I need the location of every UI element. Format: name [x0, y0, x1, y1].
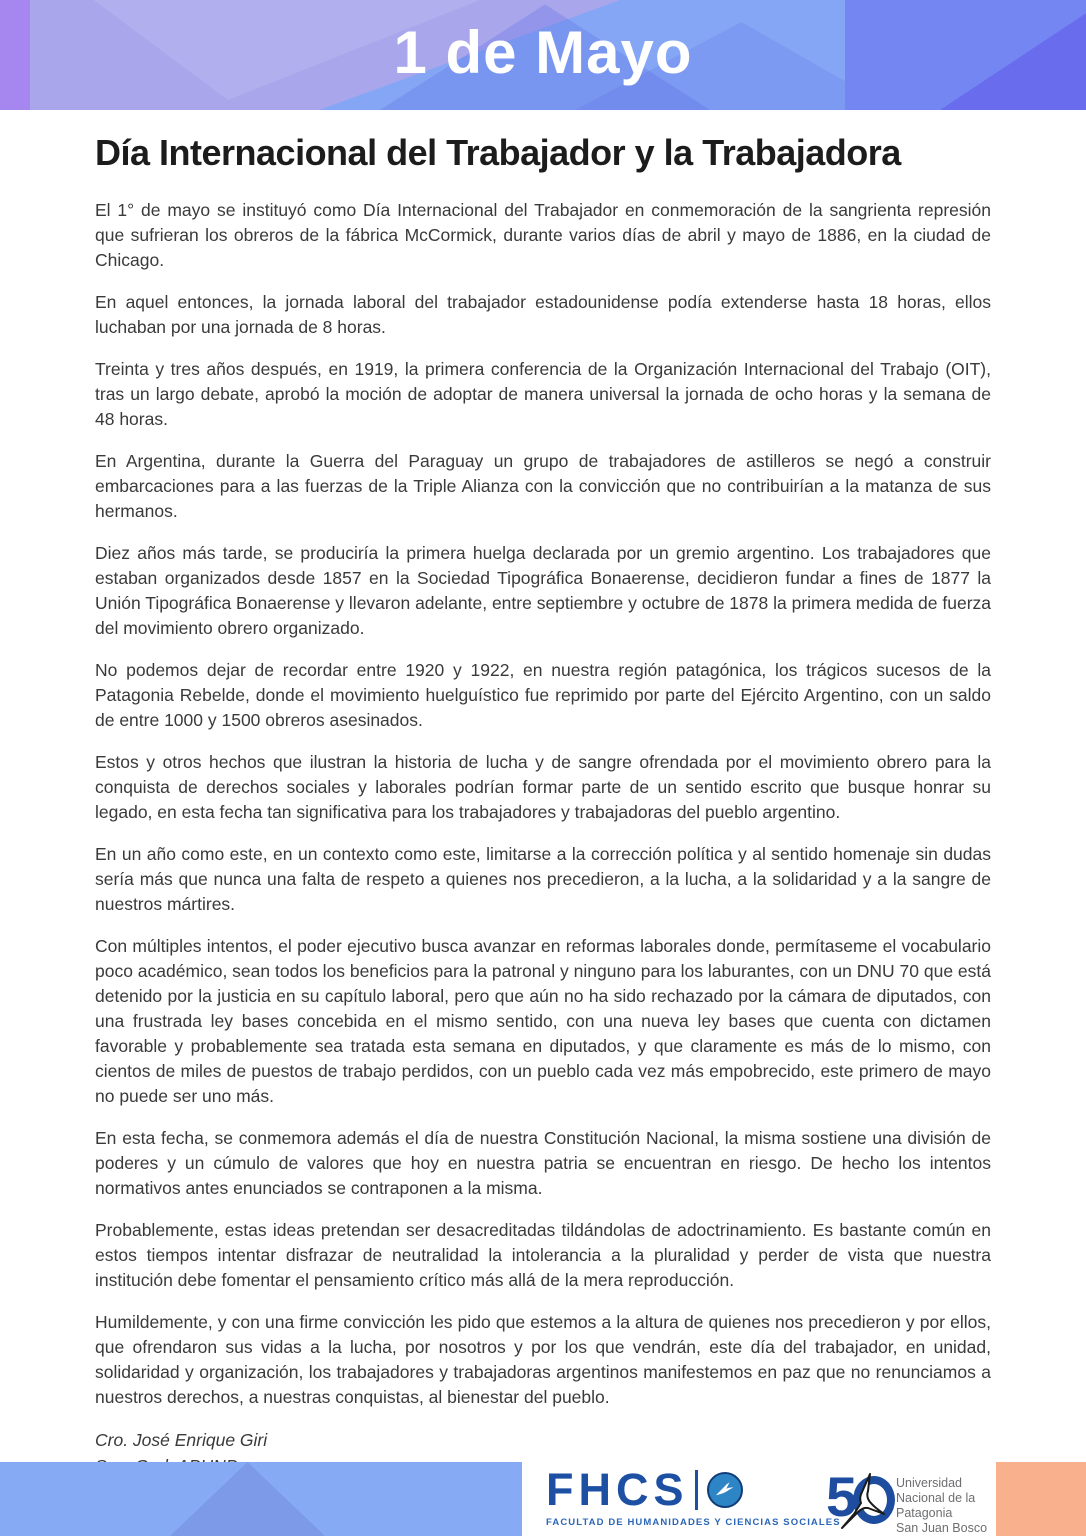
university-name-line: Universidad: [896, 1476, 963, 1490]
paragraph: En esta fecha, se conmemora además el día de nuestra Constitución Nacional, la misma sostiene una división de poderes y un cúmulo de valores que hoy en nuestra patria se encuentran en riesgo. De hecho los intentos normativos antes enunciados se contraponen a la misma.: [95, 1128, 991, 1198]
paragraph: En un año como este, en un contexto como este, limitarse a la corrección política y al sentido homenaje sin dudas sería más que nunca una falta de respeto a quienes nos precedieron, a la lucha, a la solidaridad y a la sangre de nuestros mártires.: [95, 844, 991, 914]
paragraph: El 1° de mayo se instituyó como Día Internacional del Trabajador en conmemoración de la sangrienta represión que sufrieran los obreros de la fábrica McCormick, durante varios días de abril y mayo de 1886, en la ciudad de Chicago.: [95, 200, 991, 270]
seagull-icon: [832, 1470, 894, 1536]
anniversary-50-mark: [826, 1465, 892, 1530]
paragraph: En Argentina, durante la Guerra del Paraguay un grupo de trabajadores de astilleros se negó a construir embarcaciones para a las fuerzas de la Triple Alianza con la convicción que no contribuirían a la matanza de sus hermanos.: [95, 451, 991, 521]
university-name-line: Nacional de la: [896, 1491, 976, 1505]
footer-salmon-block: [996, 1462, 1086, 1536]
university-name: [896, 1470, 987, 1536]
paragraph: Probablemente, estas ideas pretendan ser desacreditadas tildándolas de adoctrinamiento. Es bastante común en estos tiempos intentar disfrazar de neutralidad la intolerancia a la pluralidad y perder de vista que nuestra institución debe fomentar el pensamiento crítico más allá de la mera reproducción.: [95, 1220, 991, 1290]
fhcs-divider: [695, 1470, 698, 1510]
paragraph: Estos y otros hechos que ilustran la historia de lucha y de sangre ofrendada por el movimiento obrero para la conquista de derechos sociales y laborales podrían formar parte de un sentido escrito que busque honrar su legado, en esta fecha tan significativa para los trabajadores y trabajadoras del pueblo argentino.: [95, 752, 991, 822]
body-text: [95, 198, 991, 1410]
fhcs-logo: [546, 1464, 841, 1528]
banner-title: 1 de Mayo: [393, 19, 693, 86]
document-content: [95, 118, 991, 1479]
bird-globe-icon: [707, 1472, 743, 1508]
page-title: Día Internacional del Trabajador y la Trabajadora: [95, 132, 901, 173]
footer: [0, 1462, 1086, 1536]
signature-name: Cro. José Enrique Giri: [95, 1430, 268, 1450]
fhcs-caption: FACULTAD DE HUMANIDADES Y CIENCIAS SOCIALES: [546, 1517, 841, 1528]
header-banner: [0, 0, 1086, 110]
paragraph: Con múltiples intentos, el poder ejecutivo busca avanzar en reformas laborales donde, permítaseme el vocabulario poco académico, sean todos los beneficios para la patronal y ninguno para los laburantes, con un DNU 70 que está detenido por la justicia en su capítulo laboral, pero que aún no ha sido rechazado por la cámara de diputados, con una frustrada ley bases concebida en el mismo sentido, con una nueva ley bases que cuenta con dictamen favorable y probablemente sea tratada esta semana en diputados, y que claramente es más de lo mismo, con cientos de miles de puestos de trabajo perdidos, con un pueblo cada vez más empobrecido, este primero de mayo no puede ser uno más.: [95, 936, 991, 1106]
university-name-line: Patagonia: [896, 1506, 953, 1520]
paragraph: Treinta y tres años después, en 1919, la primera conferencia de la Organización Internacional del Trabajo (OIT), tras un largo debate, aprobó la moción de adoptar de manera universal la jornada de ocho horas y la semana de 48 horas.: [95, 359, 991, 429]
university-name-line: San Juan Bosco: [896, 1521, 988, 1535]
university-50-logo: [826, 1465, 988, 1536]
footer-blue-band: [0, 1462, 522, 1536]
paragraph: No podemos dejar de recordar entre 1920 y 1922, en nuestra región patagónica, los trágicos sucesos de la Patagonia Rebelde, donde el movimiento huelguístico fue reprimido por parte del Ejército Argentino, con un saldo de entre 1000 y 1500 obreros asesinados.: [95, 660, 991, 730]
fhcs-acronym: FHCS: [546, 1464, 689, 1515]
paragraph: En aquel entonces, la jornada laboral del trabajador estadounidense podía extenderse hasta 18 horas, ellos luchaban por una jornada de 8 horas.: [95, 292, 991, 337]
anniversary-digit: 5: [826, 1465, 858, 1528]
footer-triangle-shape: [170, 1462, 325, 1536]
paragraph: Diez años más tarde, se produciría la primera huelga declarada por un gremio argentino. Los trabajadores que estaban organizados desde 1857 en la Sociedad Tipográfica Bonaerense, decidieron fundar a fines de 1877 la Unión Tipográfica Bonaerense y llevaron adelante, entre septiembre y octubre de 1878 la primera medida de fuerza del movimiento obrero organizado.: [95, 543, 991, 638]
paragraph: Humildemente, y con una firme convicción les pido que estemos a la altura de quienes nos precedieron y por ellos, que ofrendaron sus vidas a la lucha, por nosotros y por los que vendrán, este día del trabajador, en unidad, solidaridad y organización, los trabajadores y trabajadoras argentinos manifestemos en paz que no renunciamos a nuestros derechos, a nuestras conquistas, al bienestar del pueblo.: [95, 1312, 991, 1407]
